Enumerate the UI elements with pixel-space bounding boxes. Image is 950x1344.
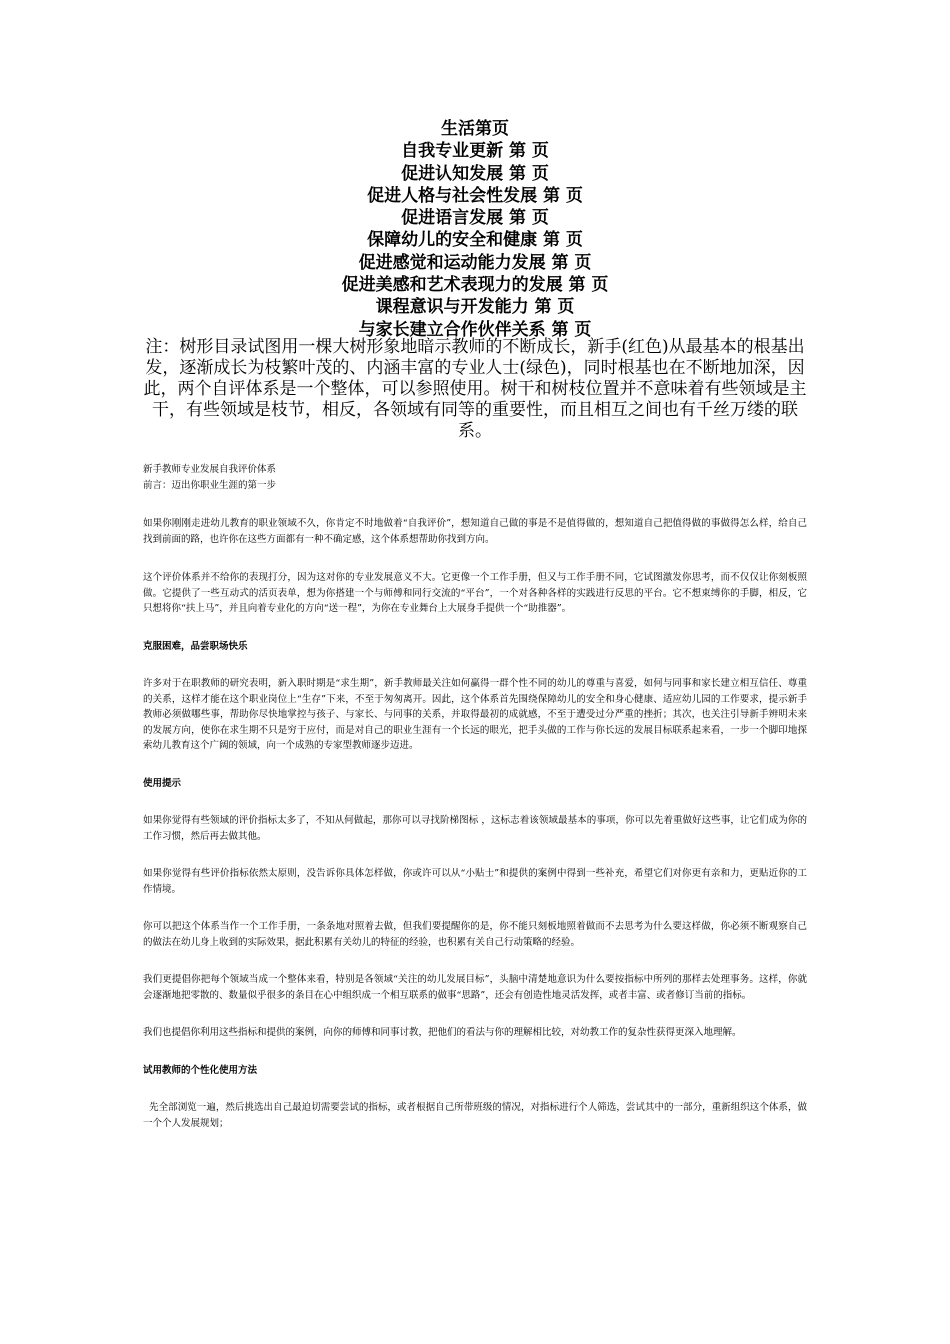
toc-entry: 课程意识与开发能力 第 页 <box>375 297 575 318</box>
paragraph: 我们也提倡你利用这些指标和提供的案例，向你的师傅和同事讨教，把他们的看法与你的理解相比较，对幼教工作的复杂性获得更深入地理解。 <box>143 1027 742 1038</box>
paragraph: 这个评价体系并不给你的表现打分，因为这对你的专业发展意义不大。它更像一个工作手册，但又与工作手册不同，它试图激发你思考，而不仅仅让你刻板照做。它提供了一些互动式的活页表单，想为你搭建一个与师傅和同行交流的“平台”，一个对各种各样的实践进行反思的平台。它不想束缚你的手脚，相反，它只想将你“扶上马”，并且向着专业化的方向“送一程”，为你在专业舞台上大展身手提供一个“助推器”。 <box>143 572 807 614</box>
paragraph: 许多对于在职教师的研究表明，新入职时期是“求生期”，新手教师最关注如何赢得一群个性不同的幼儿的尊重与喜爱，如何与同事和家长建立相互信任、尊重的关系，这样才能在这个职业岗位上“生存”下来，不至于匆匆离开。因此，这个体系首先围绕保障幼儿的安全和身心健康、适应幼儿园的工作要求，提示新手教师必须做哪些事，帮助你尽快地掌控与孩子、与家长、与同事的关系，并取得最初的成就感，不至于遭受过分严重的挫折；其次，也关注引导新手辨明未来的发展方向，使你在求生期不只是穷于应付，而是对自己的职业生涯有一个长远的眼光，把手头做的工作与你长远的发展目标联系起来看，一步一个脚印地探索幼儿教育这个广阔的领域，向一个成熟的专家型教师逐步迈进。 <box>143 678 807 751</box>
toc-entry: 自我专业更新 第 页 <box>401 141 549 162</box>
paragraph: 如果你刚刚走进幼儿教育的职业领域不久，你肯定不时地做着“自我评价”，想知道自己做的事是不是值得做的，想知道自己把值得做的事做得怎么样，给自己找到前面的路，也许你在这些方面都有一种不确定感，这个体系想帮助你找到方向。 <box>143 518 807 545</box>
toc-entry: 促进人格与社会性发展 第 页 <box>367 185 583 206</box>
paragraph: 我们更提倡你把每个领域当成一个整体来看，特别是各领域“关注的幼儿发展目标”，头脑中清楚地意识为什么要按指标中所列的那样去处理事务。这样，你就会逐渐地把零散的、数量似乎很多的条目在心中组织成一个相互联系的做事“思路”，还会有创造性地灵活发挥，或者丰富、或者修订当前的指标。 <box>143 974 807 1001</box>
toc-entry: 促进感觉和运动能力发展 第 页 <box>358 252 592 273</box>
toc-entry: 促进认知发展 第 页 <box>401 163 549 184</box>
document-title: 新手教师专业发展自我评价体系 <box>143 464 277 475</box>
section-heading: 克服困难，品尝职场快乐 <box>143 640 248 652</box>
paragraph: 先全部浏览一遍，然后挑选出自己最迫切需要尝试的指标，或者根据自己所带班级的情况，对指标进行个人筛选，尝试其中的一部分，重新组织这个体系，做一个个人发展规划； <box>143 1102 807 1129</box>
section-heading: 使用提示 <box>143 777 182 789</box>
section-heading: 试用教师的个性化使用方法 <box>143 1064 258 1076</box>
paragraph: 如果你觉得有些领域的评价指标太多了，不知从何做起，那你可以寻找阶梯图标 ，这标志着该领域最基本的事项，你可以先着重做好这些事，让它们成为你的工作习惯，然后再去做其他。 <box>143 815 807 842</box>
toc-entry: 与家长建立合作伙伴关系 第 页 <box>358 319 592 340</box>
toc-entry: 促进美感和艺术表现力的发展 第 页 <box>341 275 609 296</box>
paragraph: 你可以把这个体系当作一个工作手册，一条条地对照着去做，但我们要提醒你的是，你不能只刻板地照着做而不去思考为什么要这样做，你必须不断观察自己的做法在幼儿身上收到的实际效果，据此积累有关幼儿的特征的经验，也积累有关自己行动策略的经验。 <box>143 921 807 948</box>
toc-entry: 生活第页 <box>441 119 509 139</box>
toc-entry: 保障幼儿的安全和健康 第 页 <box>367 230 583 251</box>
tree-note: 注：树形目录试图用一棵大树形象地暗示教师的不断成长，新手(红色)从最基本的根基出发，逐渐成长为枝繁叶茂的、内涵丰富的专业人士(绿色)，同时根基也在不断地加深，因此，两个自评体系是一个整体，可以参照使用。树干和树枝位置并不意味着有些领域是主干，有些领域是枝节，相反，各领域有同等的重要性，而且相互之间也有千丝万缕的联系。 <box>143 337 807 441</box>
document-body <box>143 462 807 1131</box>
paragraph: 如果你觉得有些评价指标依然太原则，没告诉你具体怎样做，你或许可以从“小贴士”和提供的案例中得到一些补充，希望它们对你更有亲和力，更贴近你的工作情境。 <box>143 868 807 895</box>
tree-table-of-contents <box>0 118 950 341</box>
toc-entry: 促进语言发展 第 页 <box>401 208 549 229</box>
preface-heading: 前言：迈出你职业生涯的第一步 <box>143 479 277 491</box>
